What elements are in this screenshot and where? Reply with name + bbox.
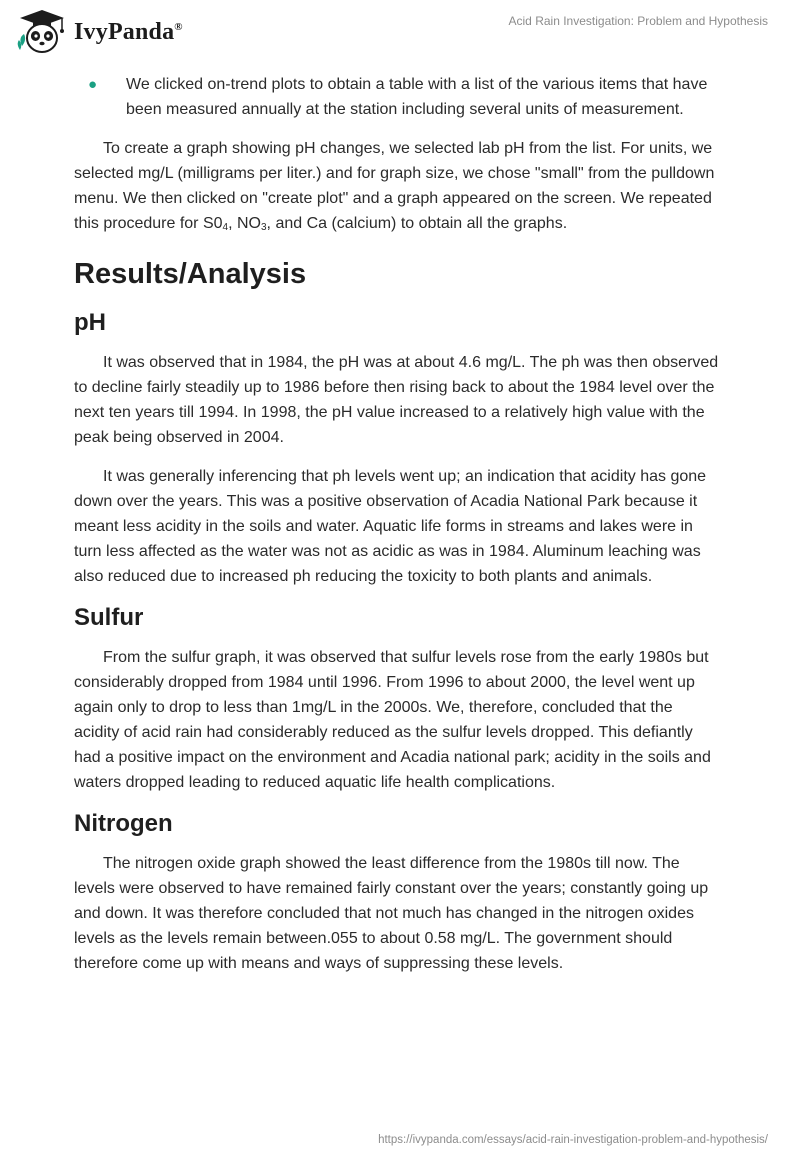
procedure-paragraph: To create a graph showing pH changes, we selected lab pH from the list. For units, we selected mg/L (milligrams per liter.) and for graph size, we chose "small" from the pulldown menu. We then clicked on "create plot" and a graph appeared on the screen. We repeated this procedure for $S0_4$, $NO_3$, and Ca (calcium) to obtain all the graphs. — [74, 140, 715, 233]
sulfur-heading: Sulfur — [74, 604, 144, 631]
list-item — [88, 72, 720, 122]
document-title: Acid Rain Investigation: Problem and Hypothesis — [508, 14, 768, 28]
sulfur-paragraph: From the sulfur graph, it was observed that sulfur levels rose from the early 1980s but considerably dropped from 1984 until 1996. From 1996 to about 2000, the level went up again only to drop to less than 1mg/L in the 2000s. We, therefore, concluded that the acidity of acid rain had considerably reduced as the sulfur levels dropped. This defiantly had a positive impact on the environment and Acadia national park; acidity in the soils and waters dropped leading to reduced aquatic life health complications. — [74, 649, 711, 791]
results-heading: Results/Analysis — [74, 258, 307, 290]
ivypanda-logo[interactable] — [16, 8, 183, 56]
logo-wordmark: IvyPanda® — [74, 18, 183, 45]
ph-heading: pH — [74, 309, 106, 336]
bullet-dot-icon: ● — [88, 76, 98, 93]
essay-body — [74, 72, 720, 990]
nitrogen-heading: Nitrogen — [74, 810, 173, 837]
source-url[interactable]: https://ivypanda.com/essays/acid-rain-investigation-problem-and-hypothesis/ — [378, 1134, 768, 1146]
page-header — [0, 0, 800, 64]
panda-mascot-icon — [16, 8, 68, 56]
list-item-text: We clicked on-trend plots to obtain a table with a list of the various items that have been measured annually at the station including several units of measurement. — [126, 76, 708, 118]
nitrogen-paragraph: The nitrogen oxide graph showed the least difference from the 1980s till now. The levels were observed to have remained fairly constant over the years; constantly going up and down. It was therefore concluded that not much has changed in the nitrogen oxides levels as the levels remain between.055 to about 0.58 mg/L. The government should therefore come up with means and ways of suppressing these levels. — [74, 855, 709, 972]
ph-paragraph-2: It was generally inferencing that ph levels went up; an indication that acidity has gone down over the years. This was a positive observation of Acadia National Park because it meant less acidity in the soils and water. Aquatic life forms in streams and lakes were in turn less affected as the water was not as acidic as was in 1984. Aluminum leaching was also reduced due to increased ph reducing the toxicity to both plants and animals. — [74, 468, 707, 585]
ph-paragraph-1: It was observed that in 1984, the pH was at about 4.6 mg/L. The ph was then observed to decline fairly steadily up to 1986 before then rising back to about the 1984 level over the next ten years till 1994. In 1998, the pH value increased to a relatively high value with the peak being observed in 2004. — [74, 354, 719, 446]
